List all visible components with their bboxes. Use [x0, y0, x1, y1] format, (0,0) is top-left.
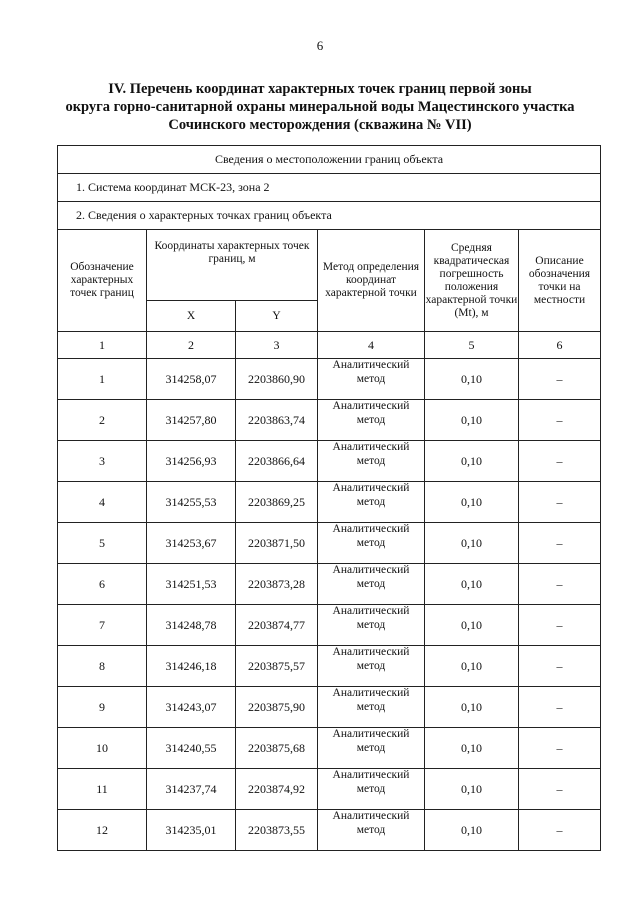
table-row [58, 605, 601, 646]
table-row [58, 564, 601, 605]
cell-method [318, 441, 425, 482]
section-header: Сведения о местоположении границ объекта [58, 146, 601, 174]
cell-error: 0,10 [425, 810, 519, 851]
cell-error: 0,10 [425, 564, 519, 605]
cell-y: 2203875,90 [236, 687, 318, 728]
cell-description: – [519, 400, 601, 441]
table-row [58, 810, 601, 851]
column-number: 3 [236, 332, 318, 359]
cell-error: 0,10 [425, 359, 519, 400]
cell-description: – [519, 728, 601, 769]
page-number: 6 [316, 38, 324, 53]
cell-description: – [519, 810, 601, 851]
table-row [58, 482, 601, 523]
title-line-2: округа горно-санитарной охраны минеральной воды Мацестинского участка [65, 99, 575, 115]
method-text: Аналитический метод [332, 482, 410, 508]
cell-point: 11 [58, 769, 147, 810]
cell-method [318, 769, 425, 810]
cell-description: – [519, 769, 601, 810]
cell-description: – [519, 646, 601, 687]
cell-method [318, 687, 425, 728]
cell-error: 0,10 [425, 687, 519, 728]
cell-method [318, 359, 425, 400]
cell-method [318, 400, 425, 441]
title-line-3: Сочинского месторождения (скважина № VII) [168, 117, 472, 133]
cell-point: 7 [58, 605, 147, 646]
col-header-x: X [147, 301, 236, 332]
cell-y: 2203866,64 [236, 441, 318, 482]
cell-point: 12 [58, 810, 147, 851]
table-row [58, 441, 601, 482]
cell-error: 0,10 [425, 769, 519, 810]
cell-method [318, 646, 425, 687]
cell-method [318, 810, 425, 851]
cell-x: 314240,55 [147, 728, 236, 769]
cell-x: 314253,67 [147, 523, 236, 564]
col-header-y: Y [236, 301, 318, 332]
method-text: Аналитический метод [332, 400, 410, 426]
table-row [58, 687, 601, 728]
col-header-coords [147, 230, 318, 301]
cell-x: 314255,53 [147, 482, 236, 523]
cell-point: 6 [58, 564, 147, 605]
cell-x: 314258,07 [147, 359, 236, 400]
cell-y: 2203873,28 [236, 564, 318, 605]
method-text: Аналитический метод [332, 605, 410, 631]
cell-method [318, 523, 425, 564]
cell-error: 0,10 [425, 605, 519, 646]
cell-point: 8 [58, 646, 147, 687]
cell-method [318, 564, 425, 605]
cell-description: – [519, 482, 601, 523]
cell-error: 0,10 [425, 728, 519, 769]
cell-x: 314251,53 [147, 564, 236, 605]
method-text: Аналитический метод [332, 441, 410, 467]
method-text: Аналитический метод [332, 359, 410, 385]
col-header-designation: Обозначение характерных точек границ [58, 230, 147, 332]
cell-x: 314237,74 [147, 769, 236, 810]
points-header: 2. Сведения о характерных точках границ объекта [58, 202, 601, 230]
cell-point: 9 [58, 687, 147, 728]
cell-point: 2 [58, 400, 147, 441]
method-text: Аналитический метод [332, 564, 410, 590]
col-header-method: Метод определения координат характерной точки [318, 230, 425, 332]
cell-y: 2203873,55 [236, 810, 318, 851]
method-text: Аналитический метод [332, 523, 410, 549]
table-row [58, 359, 601, 400]
cell-y: 2203874,77 [236, 605, 318, 646]
cell-method [318, 605, 425, 646]
cell-x: 314257,80 [147, 400, 236, 441]
cell-point: 5 [58, 523, 147, 564]
column-number-row [58, 332, 601, 359]
table-row [58, 769, 601, 810]
cell-point: 10 [58, 728, 147, 769]
column-number: 2 [147, 332, 236, 359]
cell-point: 4 [58, 482, 147, 523]
cell-description: – [519, 359, 601, 400]
cell-description: – [519, 441, 601, 482]
cell-y: 2203860,90 [236, 359, 318, 400]
cell-description: – [519, 687, 601, 728]
cell-y: 2203863,74 [236, 400, 318, 441]
column-number: 6 [519, 332, 601, 359]
table-row [58, 523, 601, 564]
cell-x: 314243,07 [147, 687, 236, 728]
cell-y: 2203874,92 [236, 769, 318, 810]
method-text: Аналитический метод [332, 810, 410, 836]
cell-point: 3 [58, 441, 147, 482]
cell-description: – [519, 605, 601, 646]
col-header-description: Описание обозначения точки на местности [519, 230, 601, 332]
column-number: 4 [318, 332, 425, 359]
cell-x: 314256,93 [147, 441, 236, 482]
method-text: Аналитический метод [332, 687, 410, 713]
cell-y: 2203875,57 [236, 646, 318, 687]
cell-description: – [519, 564, 601, 605]
page-title [40, 80, 600, 134]
column-number: 1 [58, 332, 147, 359]
title-line-1: IV. Перечень координат характерных точек границ первой зоны [108, 81, 532, 97]
cell-y: 2203875,68 [236, 728, 318, 769]
method-text: Аналитический метод [332, 728, 410, 754]
cell-error: 0,10 [425, 523, 519, 564]
cell-error: 0,10 [425, 400, 519, 441]
table-row [58, 728, 601, 769]
cell-method [318, 728, 425, 769]
table-row [58, 400, 601, 441]
cell-x: 314235,01 [147, 810, 236, 851]
cell-error: 0,10 [425, 482, 519, 523]
cell-error: 0,10 [425, 441, 519, 482]
method-text: Аналитический метод [332, 769, 410, 795]
cell-description: – [519, 523, 601, 564]
cell-y: 2203869,25 [236, 482, 318, 523]
cell-x: 314246,18 [147, 646, 236, 687]
table-row [58, 646, 601, 687]
col-header-coords-text: Координаты характерных точек границ, м [154, 240, 310, 265]
cell-y: 2203871,50 [236, 523, 318, 564]
cell-method [318, 482, 425, 523]
coordinate-system: 1. Система координат МСК-23, зона 2 [58, 174, 601, 202]
cell-x: 314248,78 [147, 605, 236, 646]
coordinates-table [57, 145, 601, 851]
cell-point: 1 [58, 359, 147, 400]
col-header-error: Средняя квадратическая погрешность положения характерной точки (Mt), м [425, 230, 519, 332]
cell-error: 0,10 [425, 646, 519, 687]
column-number: 5 [425, 332, 519, 359]
method-text: Аналитический метод [332, 646, 410, 672]
